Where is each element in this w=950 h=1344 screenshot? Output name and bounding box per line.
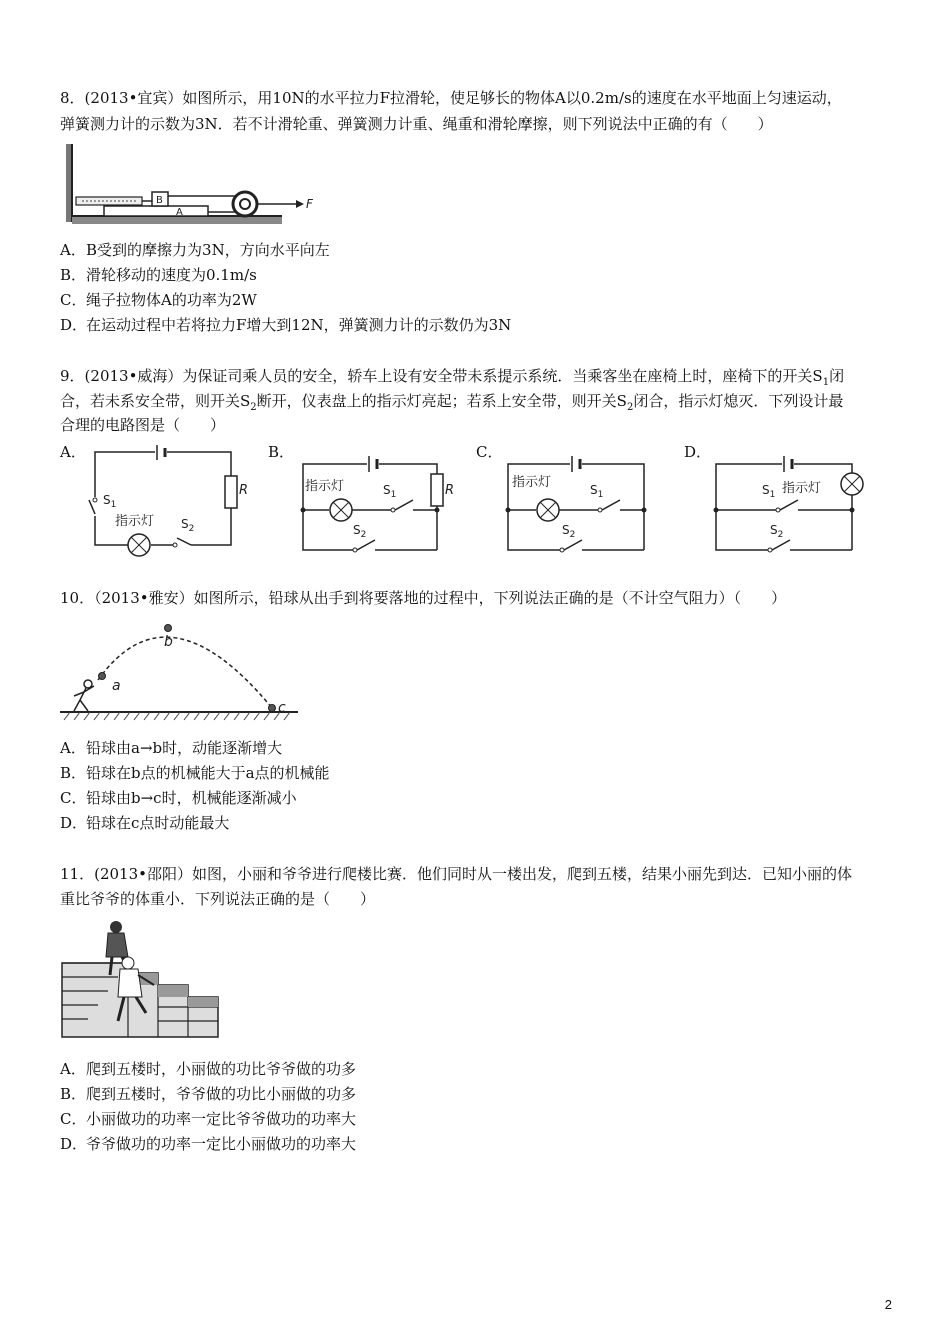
q9-d-s2: $S_2$ (770, 523, 784, 540)
q10-option-a: A．铅球由a→b时，动能逐渐增大 (60, 739, 283, 757)
q10-option-b: B．铅球在b点的机械能大于a点的机械能 (60, 764, 330, 782)
q11-option-d: D．爷爷做功的功率一定比小丽做功的功率大 (60, 1135, 357, 1153)
q11-stem-line1: 11．(2013•邵阳）如图，小丽和爷爷进行爬楼比赛．他们同时从一楼出发，爬到五楼，结果小丽先到达．已知小丽的体 (60, 865, 852, 883)
q8-pulley-figure (60, 140, 320, 230)
q9-a-s1: $S_1$ (103, 493, 117, 510)
q11-option-a: A．爬到五楼时，小丽做的功比爷爷做的功多 (60, 1060, 357, 1078)
q9-circuit-d (708, 442, 878, 557)
q8-label-b: B (156, 195, 163, 206)
q9-b-r: R (445, 483, 455, 498)
q8-option-d: D．在运动过程中若将拉力F增大到12N，弹簧测力计的示数仍为3N (60, 316, 512, 334)
q10-label-a: a (112, 678, 121, 694)
q11-stem-line2: 重比爷爷的体重小．下列说法正确的是（ ） (60, 890, 376, 908)
q9-circuit-c-label: C． (476, 443, 503, 461)
q9-a-lamp-label: 指示灯 (115, 514, 155, 529)
q9-d-s1: $S_1$ (762, 483, 776, 500)
q9-c-s2: $S_2$ (562, 523, 576, 540)
q9-circuit-a (85, 442, 249, 562)
q10-label-c: c (278, 700, 286, 716)
q9-b-lamp-label: 指示灯 (305, 479, 345, 494)
q11-stairs-illustration (58, 917, 223, 1039)
q8-stem-line2: 弹簧测力计的示数为3N．若不计滑轮重、弹簧测力计重、绳重和滑轮摩擦，则下列说法中正确的有（ ） (60, 115, 773, 133)
q9-circuit-d-label: D． (684, 443, 712, 461)
q8-option-c: C．绳子拉物体A的功率为2W (60, 291, 257, 309)
q10-stem-line1: 10．（2013•雅安）如图所示，铅球从出手到将要落地的过程中，下列说法正确的是（不计空气阻力）（ ） (60, 589, 787, 607)
q10-option-d: D．铅球在c点时动能最大 (60, 814, 230, 832)
q9-a-r: R (239, 483, 249, 498)
q9-c-lamp-label: 指示灯 (512, 475, 552, 490)
q9-stem-line3: 合理的电路图是（ ） (60, 416, 226, 434)
q8-option-a: A．B受到的摩擦力为3N，方向水平向左 (60, 241, 330, 259)
q9-circuit-c (500, 442, 660, 557)
q8-stem-line1: 8．(2013•宜宾）如图所示，用10N的水平拉力F拉滑轮，使足够长的物体A以0.2m/s的速度在水平地面上匀速运动， (60, 89, 842, 107)
q9-stem-line2: 合，若未系安全带，则开关$S_2$断开，仪表盘上的指示灯亮起；若系上安全带，则开关$S_2$闭合，指示灯熄灭．下列设计最 (60, 392, 844, 413)
q8-label-f: F (306, 197, 313, 211)
q9-circuit-b-label: B． (268, 443, 295, 461)
q9-circuit-a-label: A． (60, 443, 86, 461)
q11-option-b: B．爬到五楼时，爷爷做的功比小丽做的功多 (60, 1085, 357, 1103)
q8-option-b: B．滑轮移动的速度为0.1m/s (60, 266, 257, 284)
q9-b-s2: $S_2$ (353, 523, 367, 540)
q11-option-c: C．小丽做功的功率一定比爷爷做功的功率大 (60, 1110, 357, 1128)
q10-option-c: C．铅球由b→c时，机械能逐渐减小 (60, 789, 297, 807)
q9-c-s1: $S_1$ (590, 483, 604, 500)
q9-circuit-b (295, 442, 470, 557)
q9-d-lamp-label: 指示灯 (782, 481, 822, 496)
q9-b-s1: $S_1$ (383, 483, 397, 500)
q8-label-a: A (176, 207, 183, 218)
q9-a-s2: $S_2$ (181, 517, 195, 534)
q10-label-b: b (164, 634, 173, 650)
q9-stem-line1: 9．(2013•威海）为保证司乘人员的安全，轿车上设有安全带未系提示系统．当乘客坐在座椅上时，座椅下的开关$S_1$闭 (60, 367, 845, 388)
page-number: 2 (884, 1297, 892, 1312)
q10-shotput-figure (58, 612, 303, 724)
